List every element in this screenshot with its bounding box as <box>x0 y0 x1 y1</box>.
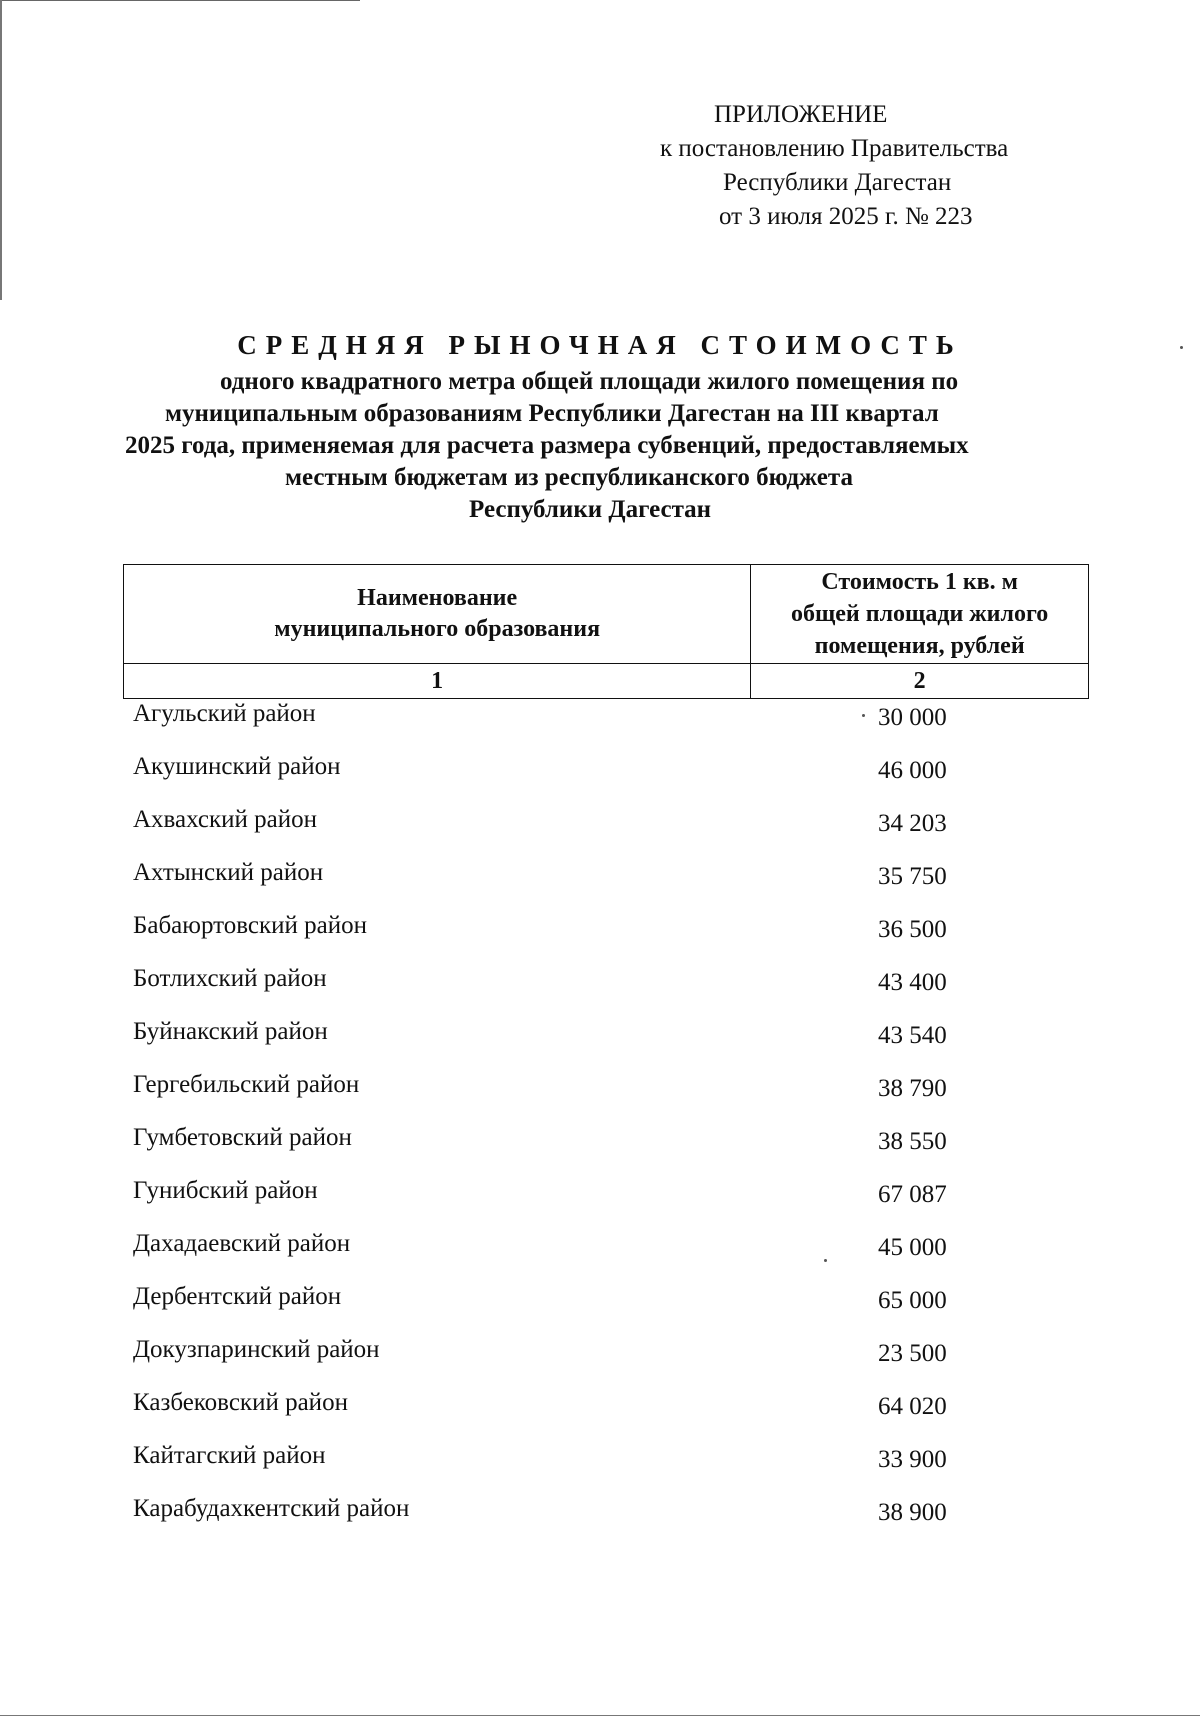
price-value: 34 203 <box>878 810 947 837</box>
table-row <box>123 1495 1089 1548</box>
municipality-name: Дербентский район <box>133 1283 342 1310</box>
table-row <box>123 1177 1089 1230</box>
price-value: 45 000 <box>878 1234 947 1261</box>
municipality-name: Гумбетовский район <box>133 1124 352 1151</box>
header-price-line: Стоимость 1 кв. м <box>821 569 1018 595</box>
appendix-label: ПРИЛОЖЕНИЕ <box>714 101 888 128</box>
municipality-name: Дахадаевский район <box>133 1230 351 1257</box>
price-value: 64 020 <box>878 1393 947 1420</box>
header-name-column <box>124 565 751 664</box>
table-row <box>123 753 1089 806</box>
table-body <box>123 700 1089 1548</box>
price-value: 43 540 <box>878 1022 947 1049</box>
price-value: 65 000 <box>878 1287 947 1314</box>
price-value: 38 550 <box>878 1128 947 1155</box>
municipality-name: Казбековский район <box>133 1389 348 1416</box>
subtitle-line: местным бюджетам из республиканского бюджета <box>285 464 853 491</box>
appendix-resolution: к постановлению Правительства <box>660 135 1009 162</box>
header-price-line: помещения, рублей <box>814 633 1025 659</box>
price-value: 46 000 <box>878 757 947 784</box>
table-row <box>123 1283 1089 1336</box>
price-value: 36 500 <box>878 916 947 943</box>
scan-speck <box>824 1259 827 1262</box>
header-name-line: муниципального образования <box>274 616 601 642</box>
price-value: 67 087 <box>878 1181 947 1208</box>
table-row <box>123 1442 1089 1495</box>
scan-speck <box>862 714 865 717</box>
appendix-republic: Республики Дагестан <box>723 169 952 196</box>
municipality-name: Бабаюртовский район <box>133 912 367 939</box>
municipality-name: Докузпаринский район <box>133 1336 380 1363</box>
municipality-name: Буйнакский район <box>133 1018 328 1045</box>
document-subtitle <box>110 366 1110 526</box>
municipality-name: Кайтагский район <box>133 1442 326 1469</box>
municipality-name: Ахвахский район <box>133 806 318 833</box>
price-value: 23 500 <box>878 1340 947 1367</box>
table-row <box>123 1336 1089 1389</box>
scan-edge-left <box>0 0 2 300</box>
price-value: 38 790 <box>878 1075 947 1102</box>
municipality-name: Гунибский район <box>133 1177 318 1204</box>
table-row <box>123 700 1089 753</box>
table-header <box>123 564 1089 699</box>
price-value: 43 400 <box>878 969 947 996</box>
subtitle-line: 2025 года, применяемая для расчета размера субвенций, предоставляемых <box>125 432 969 459</box>
municipality-name: Гергебильский район <box>133 1071 360 1098</box>
header-price-column <box>751 565 1089 664</box>
subtitle-line: Республики Дагестан <box>469 496 712 523</box>
table-row <box>123 1230 1089 1283</box>
table-row <box>123 859 1089 912</box>
table-row <box>123 912 1089 965</box>
municipality-name: Акушинский район <box>133 753 341 780</box>
subtitle-line: муниципальным образованиям Республики Дагестан на III квартал <box>165 400 939 427</box>
table-row <box>123 806 1089 859</box>
municipality-name: Ахтынский район <box>133 859 324 886</box>
subtitle-line: одного квадратного метра общей площади жилого помещения по <box>220 368 959 395</box>
header-name-line: Наименование <box>357 585 518 611</box>
municipality-name: Агульский район <box>133 700 316 727</box>
price-value: 30 000 <box>878 704 947 731</box>
table-row <box>123 965 1089 1018</box>
price-value: 35 750 <box>878 863 947 890</box>
price-value: 38 900 <box>878 1499 947 1526</box>
column-number-1: 1 <box>124 664 751 699</box>
appendix-block <box>610 98 1070 234</box>
municipality-name: Карабудахкентский район <box>133 1495 410 1522</box>
document-title: СРЕДНЯЯ РЫНОЧНАЯ СТОИМОСТЬ <box>237 330 963 360</box>
table-row <box>123 1389 1089 1442</box>
municipality-name: Ботлихский район <box>133 965 327 992</box>
table-row <box>123 1124 1089 1177</box>
appendix-date-number: от 3 июля 2025 г. № 223 <box>719 203 973 230</box>
column-number-2: 2 <box>751 664 1089 699</box>
price-value: 33 900 <box>878 1446 947 1473</box>
header-price-line: общей площади жилого <box>791 601 1049 627</box>
table-row <box>123 1071 1089 1124</box>
scan-speck <box>1180 346 1183 349</box>
table-row <box>123 1018 1089 1071</box>
scan-edge-top <box>0 0 360 1</box>
